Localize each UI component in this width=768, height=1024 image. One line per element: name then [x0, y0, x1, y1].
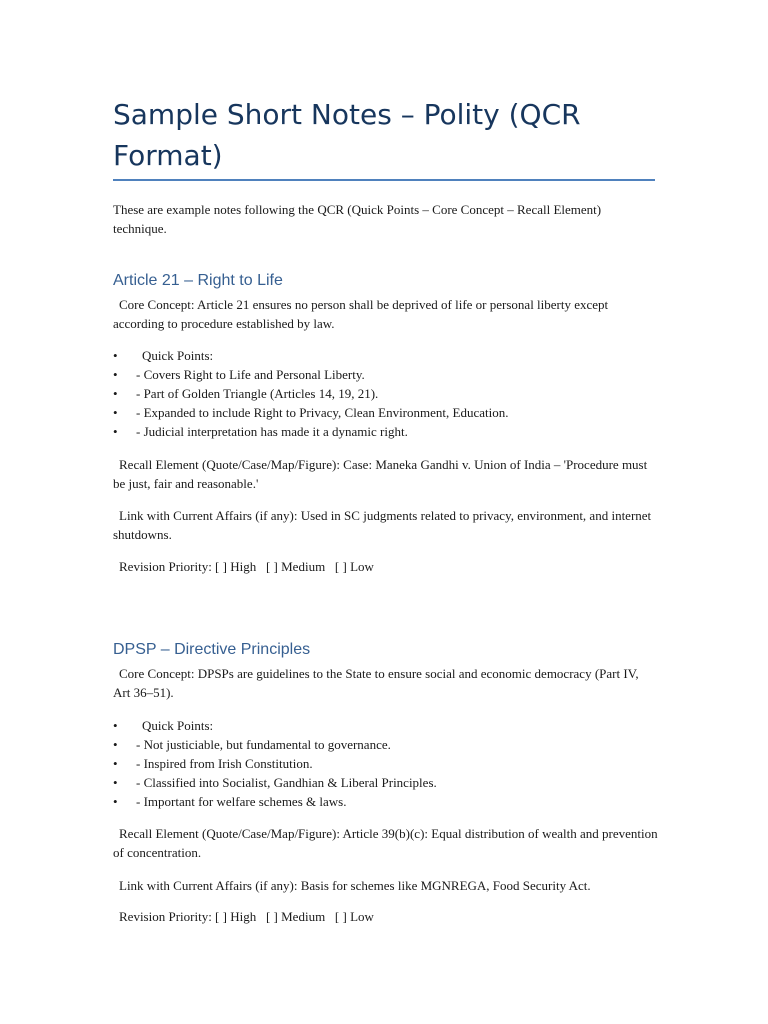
quick-points-list-article-21 [113, 346, 658, 441]
title-underline [113, 179, 655, 181]
list-item [113, 403, 658, 422]
recall-element-dpsp: Recall Element (Quote/Case/Map/Figure): Article 39(b)(c): Equal distribution of wealth and prevention of concentration. [113, 826, 658, 860]
core-concept-article-21: Core Concept: Article 21 ensures no person shall be deprived of life or personal liberty except according to procedure established by law. [113, 297, 609, 331]
section-heading-article-21: Article 21 – Right to Life [113, 272, 283, 289]
list-item-text: - Not justiciable, but fundamental to governance. [136, 737, 391, 752]
list-item [113, 422, 658, 441]
bullet-icon: • [113, 737, 118, 752]
list-item [113, 792, 658, 811]
bullet-icon: • [113, 405, 118, 420]
section-heading-dpsp: DPSP – Directive Principles [113, 641, 311, 658]
revision-priority-article-21: Revision Priority: [ ] High [ ] Medium [ ] Low [119, 559, 374, 574]
list-item [113, 735, 658, 754]
document-title: Sample Short Notes – Polity (QCR Format) [113, 98, 581, 172]
revision-priority-dpsp: Revision Priority: [ ] High [ ] Medium [ ] Low [119, 909, 374, 924]
list-item-text: - Classified into Socialist, Gandhian & Liberal Principles. [136, 775, 437, 790]
current-affairs-article-21: Link with Current Affairs (if any): Used in SC judgments related to privacy, environment, and internet shutdowns. [113, 508, 652, 542]
bullet-icon: • [113, 367, 118, 382]
list-item [113, 716, 658, 735]
recall-element-article-21: Recall Element (Quote/Case/Map/Figure): Case: Maneka Gandhi v. Union of India – 'Procedure must be just, fair and reasonable.' [113, 457, 648, 491]
list-item [113, 365, 658, 384]
list-item-text: Quick Points: [142, 348, 214, 363]
list-item-text: - Part of Golden Triangle (Articles 14, 19, 21). [136, 386, 379, 401]
bullet-icon: • [113, 386, 118, 401]
core-concept-dpsp: Core Concept: DPSPs are guidelines to the State to ensure social and economic democracy (Part IV, Art 36–51). [113, 666, 639, 700]
current-affairs-dpsp: Link with Current Affairs (if any): Basis for schemes like MGNREGA, Food Security Act. [119, 878, 591, 893]
bullet-icon: • [113, 718, 118, 733]
bullet-icon: • [113, 424, 118, 439]
list-item-text: - Judicial interpretation has made it a dynamic right. [136, 424, 408, 439]
bullet-icon: • [113, 794, 118, 809]
list-item-text: - Expanded to include Right to Privacy, Clean Environment, Education. [136, 405, 509, 420]
quick-points-list-dpsp [113, 716, 658, 811]
list-item-text: - Inspired from Irish Constitution. [136, 756, 313, 771]
bullet-icon: • [113, 348, 118, 363]
list-item-text: - Covers Right to Life and Personal Liberty. [136, 367, 365, 382]
bullet-icon: • [113, 775, 118, 790]
list-item-text: Quick Points: [142, 718, 214, 733]
intro-paragraph: These are example notes following the QCR (Quick Points – Core Concept – Recall Element) technique. [113, 202, 602, 236]
list-item [113, 773, 658, 792]
list-item [113, 346, 658, 365]
bullet-icon: • [113, 756, 118, 771]
list-item-text: - Important for welfare schemes & laws. [136, 794, 347, 809]
list-item [113, 754, 658, 773]
list-item [113, 384, 658, 403]
